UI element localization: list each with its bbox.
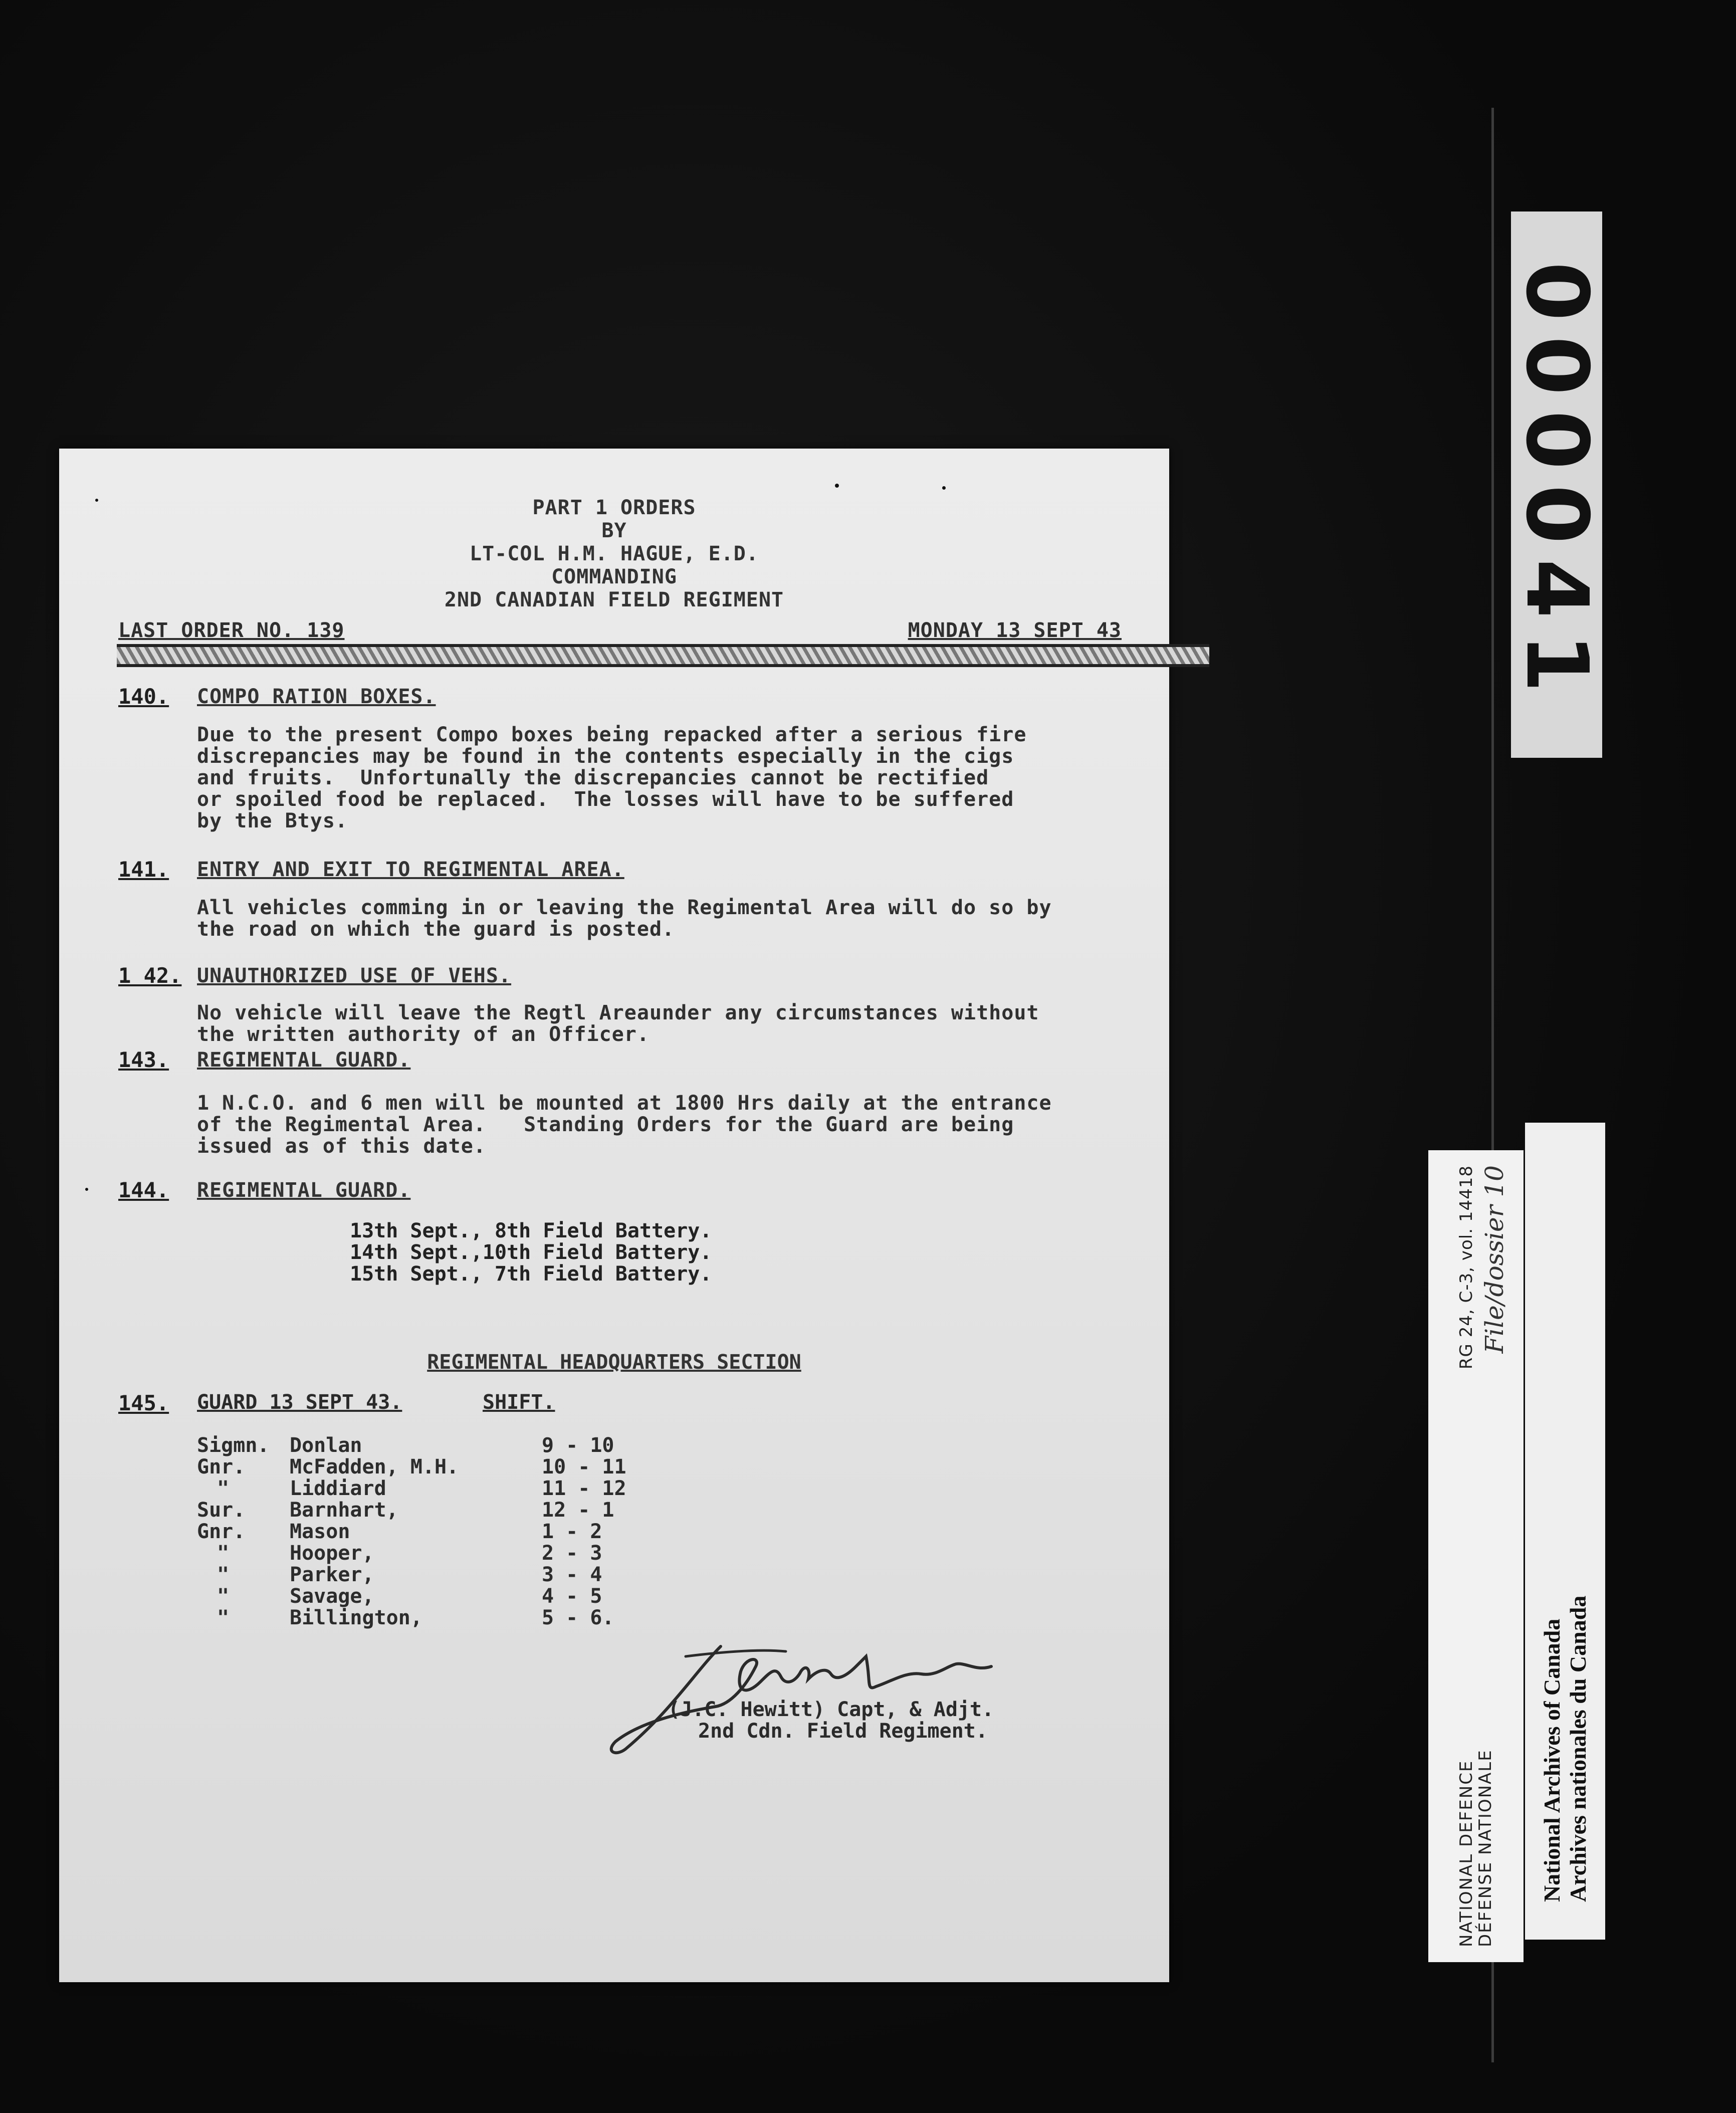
shift-title: SHIFT.: [483, 1391, 555, 1414]
orders-header: [59, 496, 1169, 611]
nac-french: Archives nationales du Canada: [1565, 1595, 1591, 1902]
roster-rank: ": [217, 1606, 230, 1629]
scan-speck: [835, 484, 839, 488]
item-title: UNAUTHORIZED USE OF VEHS.: [197, 964, 512, 987]
item-body: No vehicle will leave the Regtl Areaunder any circumstances without the written authority of an Officer.: [197, 1001, 1039, 1046]
roster-rank: Gnr.: [197, 1455, 246, 1478]
roster-shift: 3 - 4: [542, 1563, 602, 1586]
roster-name: Savage,: [290, 1585, 374, 1608]
item-body: 1 N.C.O. and 6 men will be mounted at 1800 Hrs daily at the entrance of the Regimental Area. Standing Orders for the Guard are being issued as of this date.: [197, 1092, 1052, 1158]
scan-speck: [30, 626, 34, 630]
order-date: MONDAY 13 SEPT 43: [908, 619, 1122, 642]
signatory-name: (J.C. Hewitt) Capt, & Adjt.: [668, 1698, 994, 1721]
scan-speck: [95, 499, 98, 502]
roster-name: Donlan: [290, 1434, 362, 1457]
document-page: [59, 449, 1169, 1982]
nac-english: National Archives of Canada: [1539, 1618, 1565, 1902]
roster-shift: 10 - 11: [542, 1455, 626, 1478]
national-defence-label: [1428, 1150, 1524, 1962]
header-regiment: 2ND CANADIAN FIELD REGIMENT: [444, 588, 784, 611]
last-order-number: LAST ORDER NO. 139: [118, 619, 345, 642]
file-dossier-note: File/dossier 10: [1480, 1165, 1509, 1354]
roster-name: McFadden, M.H.: [290, 1455, 459, 1478]
roster-shift: 12 - 1: [542, 1499, 614, 1522]
item-title: ENTRY AND EXIT TO REGIMENTAL AREA.: [197, 858, 624, 881]
national-archives-label-text: [1539, 1140, 1591, 1922]
roster-shift: 2 - 3: [542, 1542, 602, 1565]
roster-rank: Sur.: [197, 1499, 246, 1522]
item-number: 143.: [118, 1047, 169, 1072]
roster-rank: Sigmn.: [197, 1434, 270, 1457]
roster-name: Mason: [290, 1520, 350, 1543]
signature-block: [668, 1699, 994, 1742]
nd-line-fr: DÉFENSE NATIONALE: [1475, 1749, 1495, 1947]
item-number: 145.: [118, 1391, 169, 1415]
roster-shift: 1 - 2: [542, 1520, 602, 1543]
item-title: REGIMENTAL GUARD.: [197, 1179, 411, 1202]
decorative-rule: [117, 644, 1209, 667]
item-number: 141.: [118, 857, 169, 882]
roster-name: Billington,: [290, 1606, 422, 1629]
roster-name: Liddiard: [290, 1477, 386, 1500]
national-defence-label-text: [1456, 1165, 1509, 1947]
header-commanding: COMMANDING: [551, 565, 677, 588]
scan-speck: [942, 486, 946, 490]
roster-rank: Gnr.: [197, 1520, 246, 1543]
roster-shift: 4 - 5: [542, 1585, 602, 1608]
archive-reference: RG 24, C-3, vol. 14418: [1456, 1165, 1476, 1370]
frame-number: 000041: [1507, 262, 1606, 708]
nd-line-en: NATIONAL DEFENCE: [1456, 1760, 1476, 1947]
roster-rank: ": [217, 1585, 230, 1608]
frame-number-strip: [1507, 212, 1606, 758]
guard-title: GUARD 13 SEPT 43.: [197, 1391, 402, 1414]
roster-shift: 9 - 10: [542, 1434, 614, 1457]
rhq-section-title: REGIMENTAL HEADQUARTERS SECTION: [427, 1351, 801, 1374]
scan-speck: [85, 1188, 88, 1191]
roster-rank: ": [217, 1477, 230, 1500]
roster-shift: 11 - 12: [542, 1477, 626, 1500]
roster-name: Hooper,: [290, 1542, 374, 1565]
header-by: BY: [601, 519, 627, 542]
item-body: Due to the present Compo boxes being repacked after a serious fire discrepancies may be found in the contents especially in the cigs and fruits. Unfortunally the discrepancies cannot be rectified or spoiled food be replaced. The losses will have to be suffered by the Btys.: [197, 723, 1027, 832]
item-number: 144.: [118, 1178, 169, 1202]
national-archives-label: [1525, 1123, 1605, 1940]
item-number: 1 42.: [118, 963, 182, 988]
header-part-orders: PART 1 ORDERS: [532, 496, 696, 519]
battery-rota: 13th Sept., 8th Field Battery. 14th Sept.,10th Field Battery. 15th Sept., 7th Field Battery.: [350, 1219, 712, 1286]
roster-rank: ": [217, 1563, 230, 1586]
roster-shift: 5 - 6.: [542, 1606, 614, 1629]
header-commander: LT-COL H.M. HAGUE, E.D.: [470, 542, 759, 565]
item-title: REGIMENTAL GUARD.: [197, 1048, 411, 1072]
roster-name: Parker,: [290, 1563, 374, 1586]
signatory-unit: 2nd Cdn. Field Regiment.: [698, 1720, 988, 1743]
roster-rank: ": [217, 1542, 230, 1565]
item-number: 140.: [118, 684, 169, 709]
roster-name: Barnhart,: [290, 1499, 398, 1522]
item-body: All vehicles comming in or leaving the Regimental Area will do so by the road on which the guard is posted.: [197, 896, 1052, 941]
item-title: COMPO RATION BOXES.: [197, 685, 436, 708]
